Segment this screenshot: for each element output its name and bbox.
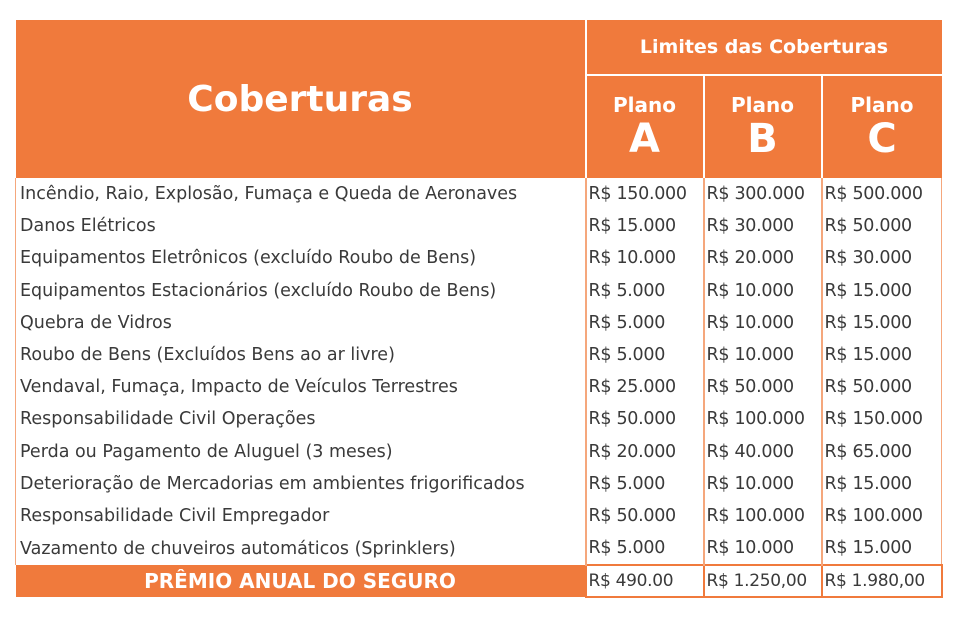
coverage-cell: Danos Elétricos — [16, 210, 586, 242]
plan-c-value: R$ 150.000 — [822, 403, 942, 435]
plan-b-value: R$ 50.000 — [704, 371, 822, 403]
premium-plan-a: R$ 490.00 — [586, 565, 704, 597]
plan-b-value: R$ 40.000 — [704, 436, 822, 468]
plan-c-word: Plano — [850, 92, 914, 117]
plan-b-value: R$ 100.000 — [704, 500, 822, 532]
premium-label: PRÊMIO ANUAL DO SEGURO — [16, 565, 586, 597]
plan-b-value: R$ 10.000 — [704, 307, 822, 339]
plan-c-value: R$ 50.000 — [822, 210, 942, 242]
premium-row — [16, 565, 942, 597]
plan-c-value: R$ 100.000 — [822, 500, 942, 532]
plan-a-value: R$ 10.000 — [586, 242, 704, 274]
limits-header: Limites das Coberturas — [586, 20, 942, 75]
coverage-cell: Roubo de Bens (Excluídos Bens ao ar livre) — [16, 339, 586, 371]
coverage-cell: Responsabilidade Civil Empregador — [16, 500, 586, 532]
table-row — [16, 210, 942, 242]
plan-c-value: R$ 15.000 — [822, 532, 942, 565]
plan-a-value: R$ 5.000 — [586, 532, 704, 565]
table-row — [16, 275, 942, 307]
table-row — [16, 307, 942, 339]
plan-c-value: R$ 15.000 — [822, 275, 942, 307]
table-row — [16, 371, 942, 403]
plan-a-value: R$ 50.000 — [586, 500, 704, 532]
coverage-cell: Equipamentos Estacionários (excluído Roubo de Bens) — [16, 275, 586, 307]
plan-a-value: R$ 150.000 — [586, 178, 704, 210]
plan-b-header — [704, 75, 822, 178]
plan-c-value: R$ 50.000 — [822, 371, 942, 403]
plan-a-value: R$ 5.000 — [586, 468, 704, 500]
coverages-header: Coberturas — [16, 20, 586, 178]
coverage-table — [15, 20, 943, 598]
table-row — [16, 242, 942, 274]
table-row — [16, 178, 942, 210]
table-row — [16, 532, 942, 565]
plan-a-word: Plano — [613, 92, 676, 117]
plan-b-value: R$ 100.000 — [704, 403, 822, 435]
plan-b-value: R$ 20.000 — [704, 242, 822, 274]
plan-c-value: R$ 15.000 — [822, 307, 942, 339]
plan-a-value: R$ 20.000 — [586, 436, 704, 468]
plan-c-value: R$ 65.000 — [822, 436, 942, 468]
coverage-cell: Deterioração de Mercadorias em ambientes frigorificados — [16, 468, 586, 500]
plan-b-word: Plano — [731, 92, 794, 117]
plan-a-value: R$ 25.000 — [586, 371, 704, 403]
coverage-cell: Equipamentos Eletrônicos (excluído Roubo de Bens) — [16, 242, 586, 274]
premium-plan-b: R$ 1.250,00 — [704, 565, 822, 597]
plan-a-value: R$ 15.000 — [586, 210, 704, 242]
table-row — [16, 436, 942, 468]
coverage-cell: Perda ou Pagamento de Aluguel (3 meses) — [16, 436, 586, 468]
plan-a-letter: A — [629, 115, 660, 162]
table-row — [16, 468, 942, 500]
plan-a-value: R$ 5.000 — [586, 339, 704, 371]
plan-a-value: R$ 5.000 — [586, 275, 704, 307]
plan-a-header — [586, 75, 704, 178]
plan-b-value: R$ 30.000 — [704, 210, 822, 242]
plan-c-value: R$ 15.000 — [822, 468, 942, 500]
plan-b-letter: B — [747, 115, 778, 162]
table-row — [16, 500, 942, 532]
plan-c-header — [822, 75, 942, 178]
table-row — [16, 339, 942, 371]
coverage-cell: Incêndio, Raio, Explosão, Fumaça e Queda de Aeronaves — [16, 178, 586, 210]
plan-c-value: R$ 15.000 — [822, 339, 942, 371]
plan-a-value: R$ 5.000 — [586, 307, 704, 339]
plan-b-value: R$ 10.000 — [704, 339, 822, 371]
plan-c-value: R$ 500.000 — [822, 178, 942, 210]
plan-b-value: R$ 10.000 — [704, 468, 822, 500]
plan-b-value: R$ 10.000 — [704, 532, 822, 565]
plan-c-value: R$ 30.000 — [822, 242, 942, 274]
plan-c-letter: C — [867, 115, 897, 162]
plan-b-value: R$ 300.000 — [704, 178, 822, 210]
coverage-cell: Vazamento de chuveiros automáticos (Sprinklers) — [16, 532, 586, 565]
plan-b-value: R$ 10.000 — [704, 275, 822, 307]
coverage-cell: Vendaval, Fumaça, Impacto de Veículos Terrestres — [16, 371, 586, 403]
table-row — [16, 403, 942, 435]
coverage-cell: Responsabilidade Civil Operações — [16, 403, 586, 435]
coverage-cell: Quebra de Vidros — [16, 307, 586, 339]
premium-plan-c: R$ 1.980,00 — [822, 565, 942, 597]
plan-a-value: R$ 50.000 — [586, 403, 704, 435]
